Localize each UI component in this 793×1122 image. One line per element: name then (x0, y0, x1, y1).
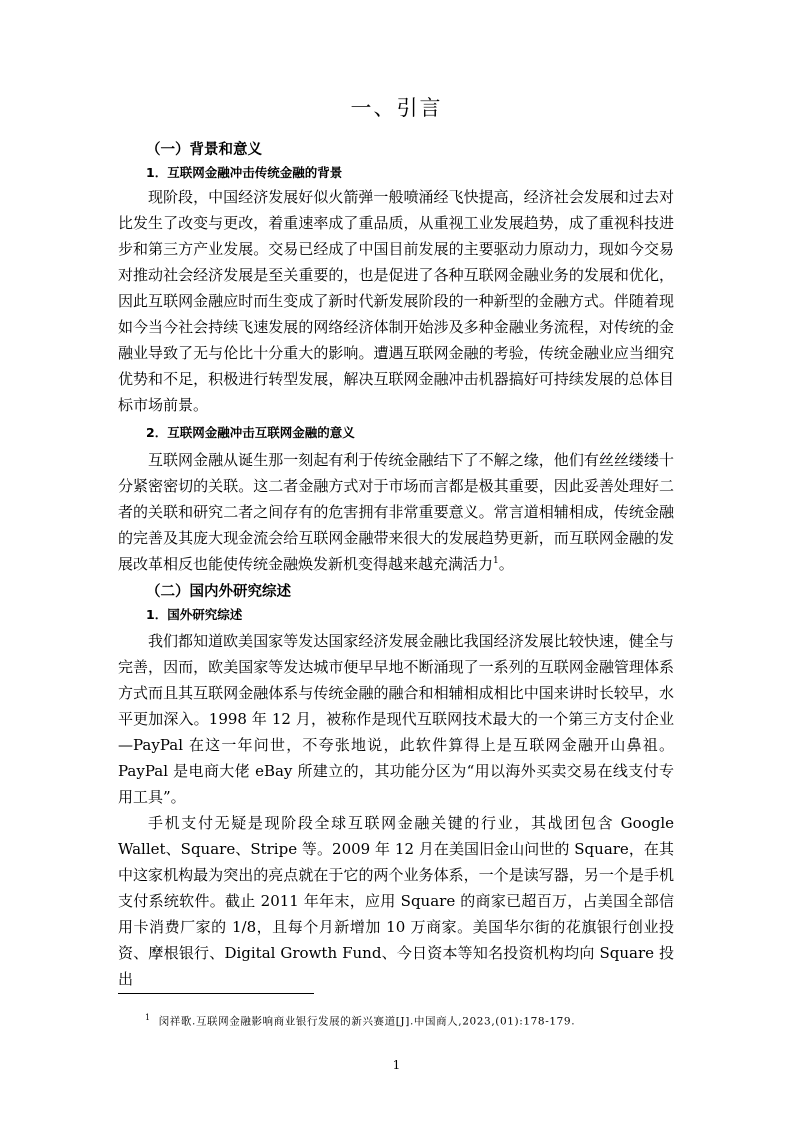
paragraph-significance-end: 。 (498, 555, 514, 573)
subsection-heading-foreign: 1．国外研究综述 (146, 607, 243, 622)
section-heading-review: （二）国内外研究综述 (146, 584, 291, 600)
section-heading-background: （一）背景和意义 (146, 142, 262, 158)
footnote-marker: 1 (145, 1013, 151, 1022)
footnote-text: 闵祥歌.互联网金融影响商业银行发展的新兴赛道[J].中国商人,2023,(01):178-179. (158, 1015, 576, 1028)
paragraph-foreign-review: 我们都知道欧美国家等发达国家经济发展金融比我国经济发展比较快速，健全与完善，因而，欧美国家等发达城市便早早地不断涌现了一系列的互联网金融管理体系方式而且其互联网金融体系与传统金融的融合和相辅相成相比中国来讲时长较早，水平更加深入。1998 年 12 月，被称作是现代互联网技术最大的一个第三方支付企业—PayPal 在这一年问世，不夸张地说，此软件算得上是互联网金融开山鼻祖。PayPal 是电商大佬 eBay 所建立的，其功能分区为“用以海外买卖交易在线支付专用工具”。 (118, 632, 674, 806)
page-title: 一、引言 (350, 96, 443, 120)
paragraph-significance (118, 447, 674, 577)
page-number: 1 (392, 1058, 401, 1072)
paragraph-mobile-payment: 手机支付无疑是现阶段全球互联网金融关键的行业，其战团包含 Google Wallet、Square、Stripe 等。2009 年 12 月在美国旧金山问世的 Square，在其中这家机构最为突出的亮点就在于它的两个业务体系，一个是读写器，另一个是手机支付系统软件。截止 2011 年年末，应用 Square 的商家已超百万，占美国全部信用卡消费厂家的 1/8，且每个月新增加 10 万商家。美国华尔街的花旗银行创业投资、摩根银行、Digital Growth Fund、今日资本等知名投资机构均向 Square 投出 (118, 814, 674, 988)
paragraph-background: 现阶段，中国经济发展好似火箭弹一般喷涌经飞快提高，经济社会发展和过去对比发生了改变与更改，着重速率成了重品质，从重视工业发展趋势，成了重视科技进步和第三方产业发展。交易已经成了中国目前发展的主要驱动力原动力，现如今交易对推动社会经济发展是至关重要的，也是促进了各种互联网金融业务的发展和优化，因此互联网金融应时而生变成了新时代新发展阶段的一种新型的金融方式。伴随着现如今当今社会持续飞速发展的网络经济体制开始涉及多种金融业务流程，对传统的金融业导致了无与伦比十分重大的影响。遭遇互联网金融的考验，传统金融业应当细究优势和不足，积极进行转型发展，解决互联网金融冲击机器搞好可持续发展的总体目标市场前景。 (118, 188, 674, 414)
footnote-separator (118, 993, 314, 994)
paragraph-significance-text: 互联网金融从诞生那一刻起有利于传统金融结下了不解之缘，他们有丝丝缕缕十分紧密密切的关联。这二者金融方式对于市场而言都是极其重要，因此妥善处理好二者的关联和研究二者之间存有的危害拥有非常重要意义。常言道相辅相成，传统金融的完善及其庞大现金流会给互联网金融带来很大的发展趋势更新，而互联网金融的发展改革相反也能使传统金融焕发新机变得越来越充满活力 (118, 451, 674, 573)
footnote (145, 1013, 575, 1029)
subsection-heading-significance: 2．互联网金融冲击互联网金融的意义 (146, 425, 355, 440)
footnote-ref: 1 (493, 556, 499, 566)
subsection-heading-background: 1．互联网金融冲击传统金融的背景 (146, 165, 343, 180)
